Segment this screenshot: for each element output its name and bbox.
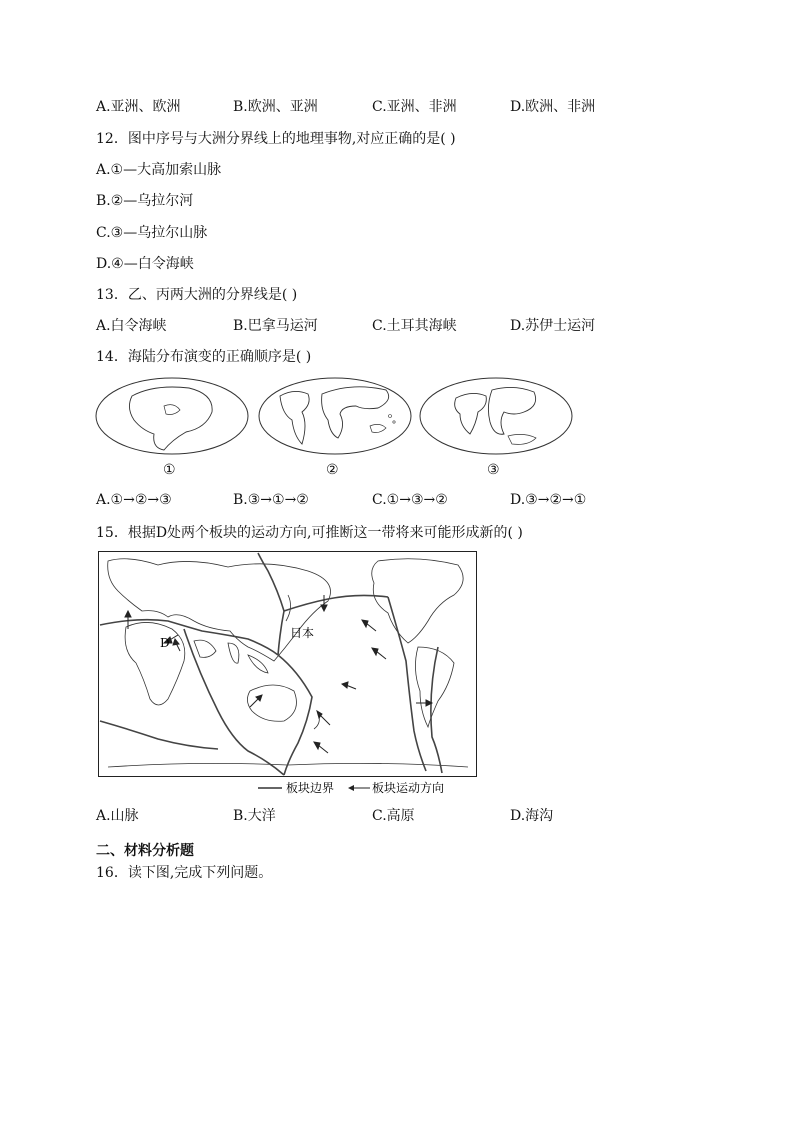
legend-boundary-label: 板块边界 <box>286 781 335 795</box>
q12-stem: 12．图中序号与大洲分界线上的地理事物,对应正确的是( ) <box>96 131 456 147</box>
q13-option-c: C.土耳其海峡 <box>372 318 457 334</box>
legend-direction-label: 板块运动方向 <box>372 781 445 795</box>
map-label-japan: 日本 <box>290 626 315 640</box>
q12-option-b: B.②—乌拉尔河 <box>96 193 194 209</box>
map-label-d: D <box>160 636 170 650</box>
q14-option-a: A.①→②→③ <box>96 492 172 508</box>
q13-stem: 13．乙、丙两大洲的分界线是( ) <box>96 287 298 303</box>
q11-option-c: C.亚洲、非洲 <box>372 99 457 115</box>
q12-option-c: C.③—乌拉尔山脉 <box>96 225 208 241</box>
q14-map-label-1: ① <box>163 462 176 478</box>
q13-option-d: D.苏伊士运河 <box>510 318 596 334</box>
q14-map-label-2: ② <box>326 462 339 478</box>
q15-stem: 15．根据D处两个板块的运动方向,可推断这一带将来可能形成新的( ) <box>96 525 523 541</box>
q13-option-a: A.白令海峡 <box>96 318 167 334</box>
q15-option-b: B.大洋 <box>233 808 276 824</box>
q15-option-a: A.山脉 <box>96 808 139 824</box>
q14-option-b: B.③→①→② <box>233 492 309 508</box>
q13-option-b: B.巴拿马运河 <box>233 318 318 334</box>
q15-option-d: D.海沟 <box>510 808 554 824</box>
map-pangaea <box>96 378 248 454</box>
q14-option-c: C.①→③→② <box>372 492 448 508</box>
q14-maps <box>94 376 576 460</box>
map-modern <box>259 378 411 454</box>
q14-map-label-3: ③ <box>487 462 500 478</box>
q14-option-d: D.③→②→① <box>510 492 587 508</box>
q12-option-d: D.④—白令海峡 <box>96 256 194 272</box>
q11-option-d: D.欧洲、非洲 <box>510 99 596 115</box>
q16-stem: 16．读下图,完成下列问题。 <box>96 865 273 881</box>
q11-option-a: A.亚洲、欧洲 <box>96 99 181 115</box>
plate-map <box>98 551 478 799</box>
q12-option-a: A.①—大高加索山脉 <box>96 162 222 178</box>
q11-option-b: B.欧洲、亚洲 <box>233 99 318 115</box>
section-title: 二、材料分析题 <box>96 843 194 859</box>
q15-option-c: C.高原 <box>372 808 415 824</box>
q14-stem: 14．海陆分布演变的正确顺序是( ) <box>96 349 312 365</box>
map-legend <box>258 780 444 795</box>
map-drift <box>420 378 572 454</box>
